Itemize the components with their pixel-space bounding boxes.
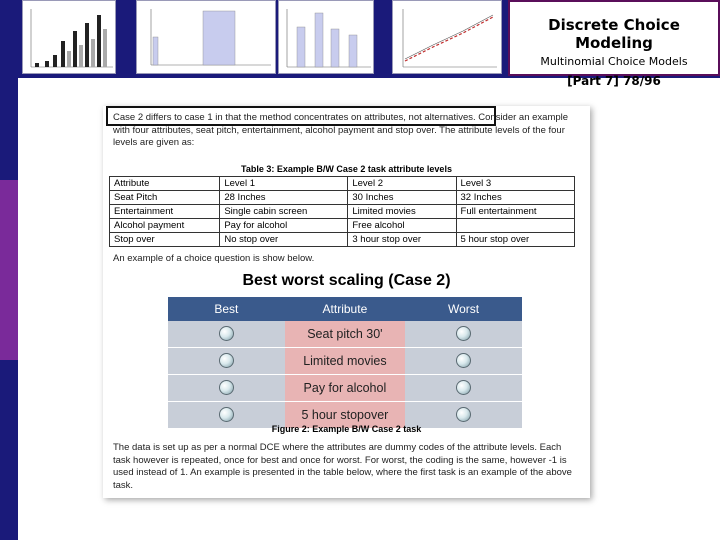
table-cell: 3 hour stop over bbox=[348, 233, 456, 247]
intro-paragraph bbox=[113, 112, 581, 150]
bw-item: Seat pitch 30' bbox=[285, 321, 405, 348]
table-row bbox=[110, 177, 575, 191]
best-radio-3[interactable] bbox=[219, 380, 234, 395]
intro-rest-text: Consider an example with four attributes, seat pitch, entertainment, alcohol payment and stop over. The attribute levels of the four levels are given as: bbox=[113, 112, 569, 148]
header-banner bbox=[18, 0, 720, 88]
bw-item: Limited movies bbox=[285, 348, 405, 375]
bw-title: Best worst scaling (Case 2) bbox=[242, 272, 451, 289]
table-cell: Level 3 bbox=[456, 177, 574, 191]
figure-caption: Figure 2: Example B/W Case 2 task bbox=[271, 424, 422, 434]
left-stripe-top bbox=[0, 0, 18, 180]
slide-subtitle: Multinomial Choice Models bbox=[540, 55, 688, 68]
worst-radio-2[interactable] bbox=[456, 353, 471, 368]
table-cell: Full entertainment bbox=[456, 205, 574, 219]
table-cell: No stop over bbox=[220, 233, 348, 247]
bw-row bbox=[168, 348, 522, 375]
table-cell: 28 Inches bbox=[220, 191, 348, 205]
thumbnail-line-plot-graphic bbox=[393, 1, 502, 74]
slide-title-box bbox=[508, 0, 720, 88]
left-stripe-bottom bbox=[0, 360, 18, 540]
table-cell: Seat Pitch bbox=[110, 191, 220, 205]
thumbnail-strip bbox=[18, 0, 506, 78]
best-radio-1[interactable] bbox=[219, 326, 234, 341]
table-cell: Alcohol payment bbox=[110, 219, 220, 233]
thumbnail-bar-chart-graphic bbox=[23, 1, 116, 74]
table-cell: Level 2 bbox=[348, 177, 456, 191]
table-cell: Pay for alcohol bbox=[220, 219, 348, 233]
bw-header-best: Best bbox=[214, 302, 239, 316]
table-cell: Limited movies bbox=[348, 205, 456, 219]
table-row bbox=[110, 219, 575, 233]
bw-item: Pay for alcohol bbox=[285, 375, 405, 402]
table-cell: 5 hour stop over bbox=[456, 233, 574, 247]
table-cell: Free alcohol bbox=[348, 219, 456, 233]
slide-part-counter: [Part 7] 78/96 bbox=[567, 74, 661, 88]
table-cell: 32 Inches bbox=[456, 191, 574, 205]
thumbnail-histogram bbox=[136, 0, 276, 74]
bw-header-row bbox=[168, 297, 522, 321]
thumbnail-bars bbox=[278, 0, 374, 74]
table-row bbox=[110, 191, 575, 205]
left-stripe-middle bbox=[0, 180, 18, 360]
worst-radio-3[interactable] bbox=[456, 380, 471, 395]
bw-row bbox=[168, 375, 522, 402]
thumbnail-bar-chart bbox=[22, 0, 116, 74]
table-cell: 30 Inches bbox=[348, 191, 456, 205]
thumbnail-bars-graphic bbox=[279, 1, 374, 74]
bw-item: 5 hour stopover bbox=[285, 402, 405, 429]
table-row bbox=[110, 205, 575, 219]
example-line: An example of a choice question is show below. bbox=[113, 253, 315, 264]
table-row bbox=[110, 233, 575, 247]
best-radio-4[interactable] bbox=[219, 407, 234, 422]
bw-header-attribute: Attribute bbox=[322, 302, 368, 316]
attribute-levels-table bbox=[109, 176, 575, 247]
thumbnail-line-plot bbox=[392, 0, 502, 74]
worst-radio-4[interactable] bbox=[456, 407, 471, 422]
slide-title: Discrete Choice Modeling bbox=[548, 16, 680, 52]
closing-paragraph: The data is set up as per a normal DCE where the attributes are dummy codes of the attribute levels. Each task however is repeated, once for best and once for worst. For worst, the coding is the same, however -1 is used instead of 1. An example is presented in the table below, where the first task is an example of the above task. bbox=[113, 442, 572, 491]
table-cell bbox=[456, 219, 574, 233]
table-cell: Entertainment bbox=[110, 205, 220, 219]
best-worst-question bbox=[168, 297, 522, 429]
worst-radio-1[interactable] bbox=[456, 326, 471, 341]
table-cell: Attribute bbox=[110, 177, 220, 191]
intro-highlight-text: Case 2 differs to case 1 in that the method concentrates on attributes, not alternatives. bbox=[113, 112, 476, 123]
bw-row bbox=[168, 321, 522, 348]
table-caption: Table 3: Example B/W Case 2 task attribute levels bbox=[241, 164, 452, 174]
bw-header-worst: Worst bbox=[447, 302, 480, 316]
thumbnail-histogram-graphic bbox=[137, 1, 276, 74]
table-cell: Single cabin screen bbox=[220, 205, 348, 219]
best-radio-2[interactable] bbox=[219, 353, 234, 368]
table-cell: Level 1 bbox=[220, 177, 348, 191]
table-cell: Stop over bbox=[110, 233, 220, 247]
document-excerpt bbox=[103, 106, 590, 498]
